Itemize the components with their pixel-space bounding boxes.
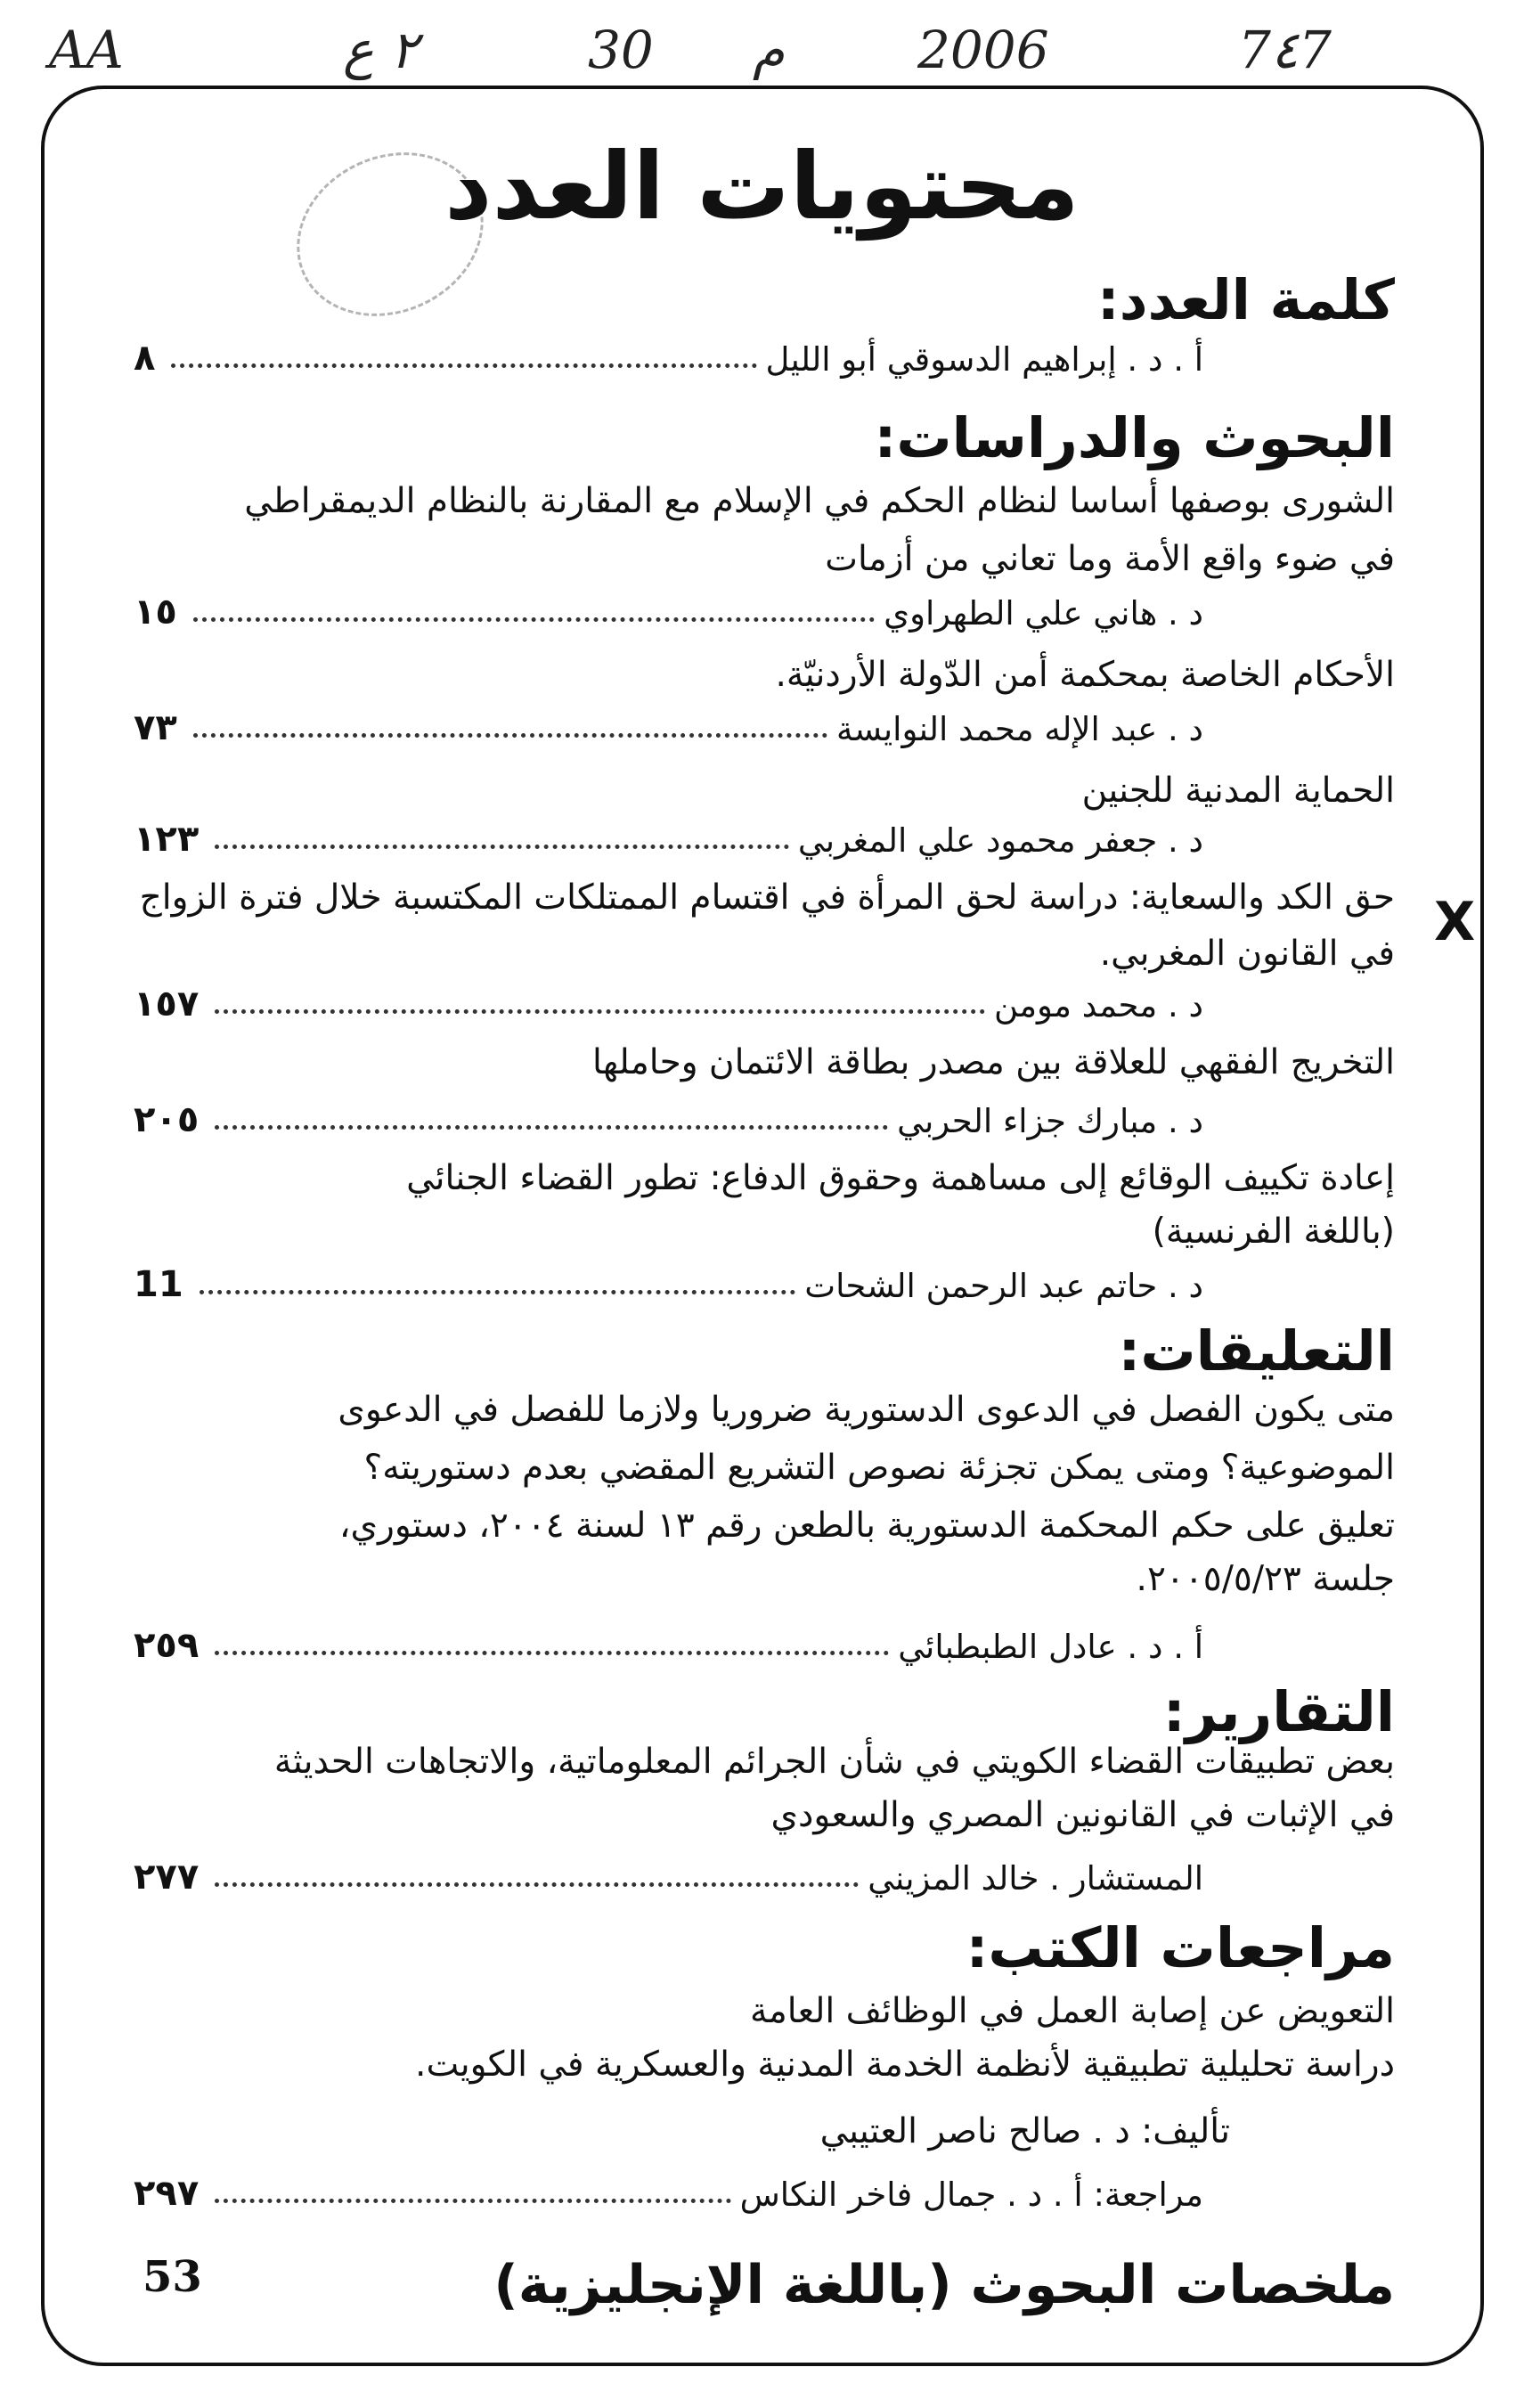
entry-page: ١٥ [134,592,177,633]
leader-dots [215,1651,889,1655]
research-5-line-1: التخريج الفقهي للعلاقة بين مصدر بطاقة الائتمان وحاملها [592,1042,1395,1082]
section-research-heading: البحوث والدراسات: [874,405,1395,470]
books-author-line: تأليف: د . صالح ناصر العتيبي [819,2111,1230,2151]
handwritten-day-month: ٢ ع [343,20,419,80]
entry-author: د . عبد الإله محمد النوايسة [836,710,1203,748]
section-books-heading: مراجعات الكتب: [966,1915,1395,1980]
handwritten-day: 30 [588,20,654,80]
research-6-line-2: (باللغة الفرنسية) [1152,1212,1395,1252]
leader-dots [193,617,875,622]
handwritten-number: 7٤7 [1238,20,1332,80]
entry-author: أ . د . إبراهيم الدسوقي أبو الليل [765,340,1203,379]
section-reports-heading: التقارير: [1162,1679,1395,1744]
research-6-line-1: إعادة تكييف الوقائع إلى مساهمة وحقوق الدفاع: تطور القضاء الجنائي [406,1158,1395,1198]
entry-page: ١٥٧ [134,984,200,1024]
entry-author: د . جعفر محمود علي المغربي [797,821,1203,860]
leader-dots [215,845,789,849]
handwritten-era: م [753,20,785,80]
comments-line-4: جلسة ٢٠٠٥/٥/٢٣. [1136,1559,1395,1599]
leader-dots [215,2199,730,2203]
research-1-line-1: الشورى بوصفها أساسا لنظام الحكم في الإسلام مع المقارنة بالنظام الديمقراطي [244,481,1395,521]
entry-author: د . محمد مومن [994,986,1203,1024]
entry-comments [134,1612,1203,1666]
reports-line-1: بعض تطبيقات القضاء الكويتي في شأن الجرائم المعلوماتية، والاتجاهات الحديثة [273,1742,1395,1782]
entry-page: ١٢٣ [134,819,200,860]
books-line-1: التعويض عن إصابة العمل في الوظائف العامة [749,1991,1395,2031]
entry-reports [134,1844,1203,1898]
entry-research-5 [134,1087,1203,1140]
entry-author: المستشار . خالد المزيني [868,1859,1203,1898]
footer-summaries-label: ملخصات البحوث (باللغة الإنجليزية) [493,2254,1395,2316]
research-1-line-2: في ضوء واقع الأمة وما تعاني من أزمات [825,539,1395,579]
leader-dots [215,1009,985,1014]
entry-author: مراجعة: أ . د . جمال فاخر النكاس [739,2175,1203,2214]
footer-page: 53 [143,2252,202,2302]
entry-author: أ . د . عادل الطبطبائي [898,1628,1203,1666]
leader-dots [200,1290,796,1294]
comments-line-2: الموضوعية؟ ومتى يمكن تجزئة نصوص التشريع المقضي بعدم دستوريته؟ [363,1448,1395,1488]
handwritten-year: 2006 [917,20,1049,80]
entry-research-4 [134,971,1203,1024]
entry-author: د . حاتم عبد الرحمن الشحات [804,1267,1203,1305]
research-4-line-1: حق الكد والسعاية: دراسة لحق المرأة في اقتسام الممتلكات المكتسبة خلال فترة الزواج [139,877,1395,918]
entry-research-3 [134,806,1203,860]
entry-page: ٢٠٥ [134,1099,200,1140]
reports-line-2: في الإثبات في القانونين المصري والسعودي [770,1795,1395,1835]
entry-page: 11 [134,1264,183,1305]
entry-page: ٨ [134,338,156,379]
comments-line-3: تعليق على حكم المحكمة الدستورية بالطعن رقم ١٣ لسنة ٢٠٠٤، دستوري، [338,1506,1395,1546]
research-2-line-1: الأحكام الخاصة بمحكمة أمن الدّولة الأردنيّة. [775,655,1395,695]
entry-page: ٢٥٩ [134,1625,200,1666]
entry-research-6 [134,1252,1203,1305]
comments-line-1: متى يكون الفصل في الدعوى الدستورية ضروريا ولازما للفصل في الدعوى [338,1390,1395,1430]
entry-author: د . مبارك جزاء الحربي [897,1102,1203,1140]
handwritten-ref: AA [49,20,124,80]
entry-editorial [134,325,1203,379]
section-editorial-heading: كلمة العدد: [1096,267,1395,332]
entry-author: د . هاني علي الطهراوي [884,594,1203,633]
leader-dots [193,733,827,738]
research-4-line-2: في القانون المغربي. [1099,934,1395,974]
entry-page: ٢٩٧ [134,2173,200,2214]
margin-mark: X [1434,891,1476,953]
leader-dots [215,1125,888,1130]
research-3-line-1: الحماية المدنية للجنين [1081,771,1395,811]
entry-page: ٢٧٧ [134,1857,200,1898]
section-comments-heading: التعليقات: [1118,1318,1395,1384]
entry-page: ٧٣ [134,707,177,748]
leader-dots [215,1882,859,1887]
entry-research-1 [134,579,1203,633]
books-line-2: دراسة تحليلية تطبيقية لأنظمة الخدمة المدنية والعسكرية في الكويت. [415,2045,1395,2085]
entry-books [134,2160,1203,2214]
entry-research-2 [134,695,1203,748]
page-title: محتويات العدد [444,132,1080,241]
leader-dots [171,363,756,368]
